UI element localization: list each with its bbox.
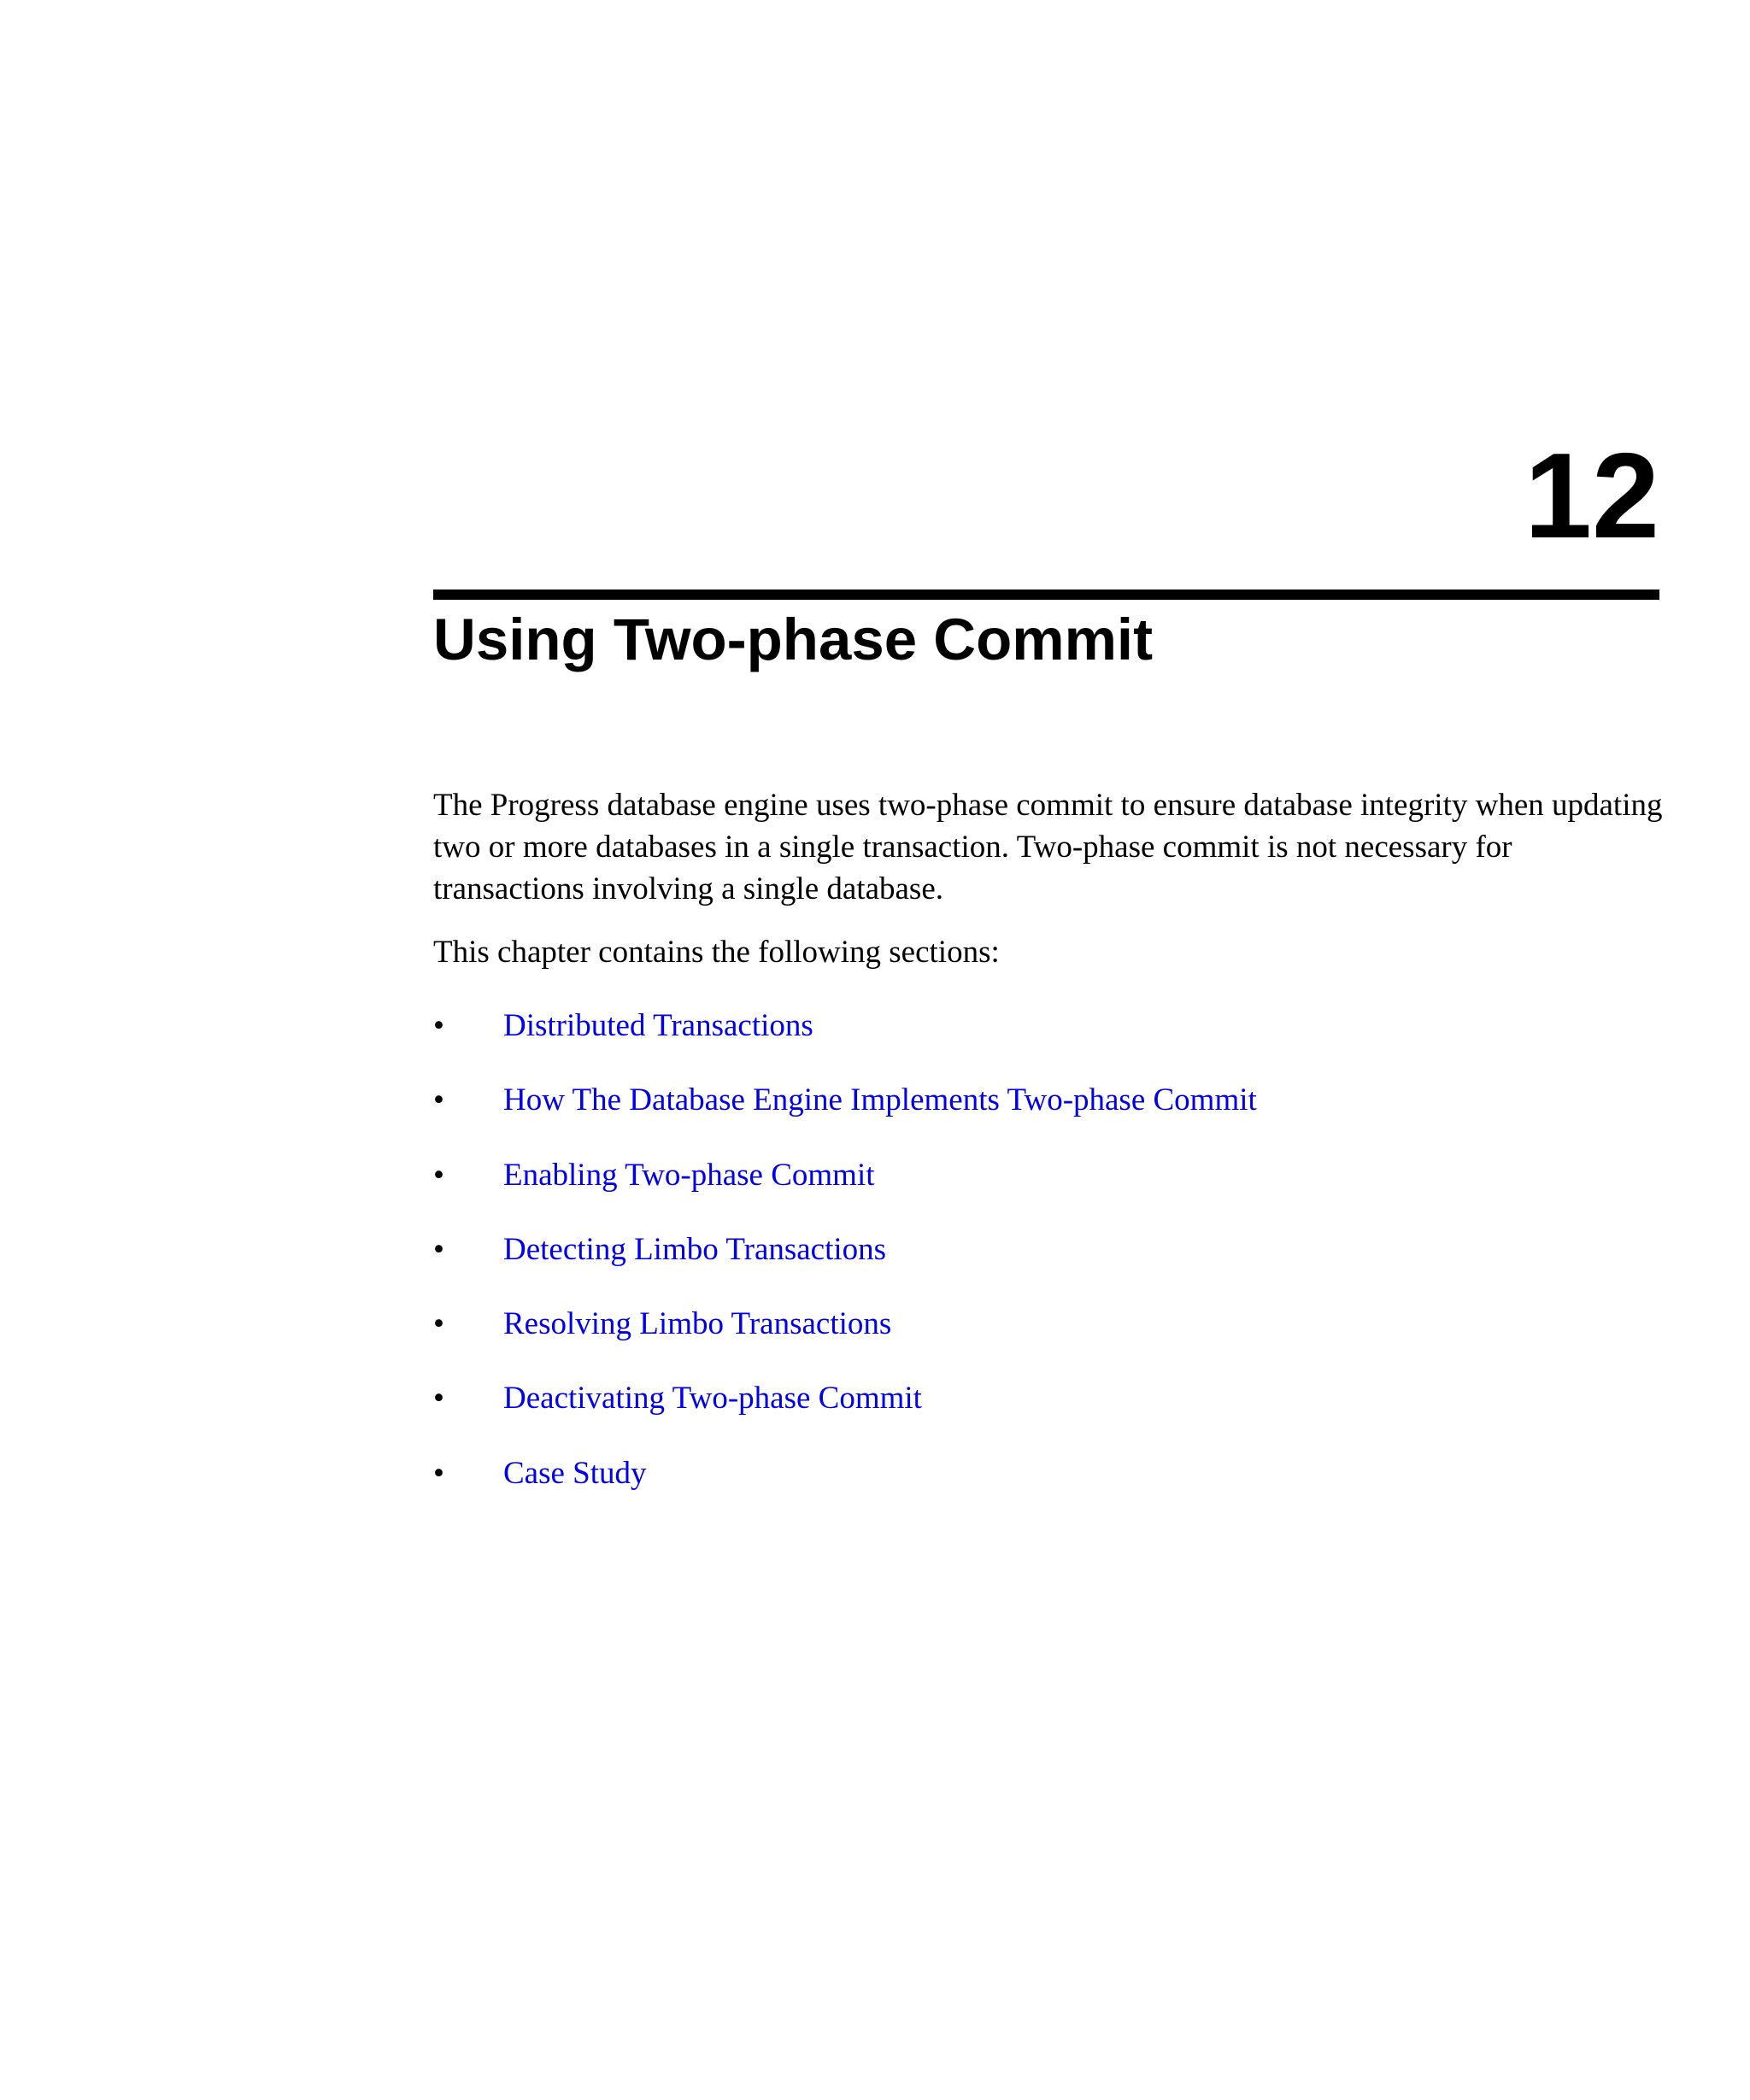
- bullet-icon: •: [433, 1231, 444, 1267]
- bullet-icon: •: [433, 1455, 444, 1491]
- chapter-rule: [433, 590, 1659, 600]
- list-item: [433, 1303, 1257, 1377]
- bullet-icon: •: [433, 1082, 444, 1118]
- bullet-icon: •: [433, 1157, 444, 1193]
- intro-paragraph: The Progress database engine uses two-phase commit to ensure database integrity when updating two or more databases in a single transaction. Two-phase commit is not necessary for transactions involving a single database.: [433, 788, 1663, 906]
- list-item: [433, 1229, 1257, 1303]
- chapter-number: 12: [1524, 428, 1659, 564]
- list-item: [433, 1005, 1257, 1079]
- list-item: [433, 1452, 1257, 1527]
- bullet-icon: •: [433, 1381, 444, 1417]
- list-item: [433, 1079, 1257, 1153]
- section-link-deactivating[interactable]: Deactivating Two-phase Commit: [503, 1381, 922, 1417]
- bullet-icon: •: [433, 1306, 444, 1342]
- section-link-case-study[interactable]: Case Study: [503, 1455, 647, 1491]
- chapter-title: Using Two-phase Commit: [433, 607, 1154, 672]
- section-link-implementation[interactable]: How The Database Engine Implements Two-phase Commit: [503, 1082, 1257, 1118]
- bullet-icon: •: [433, 1008, 444, 1043]
- section-list: [433, 1005, 1257, 1527]
- section-link-distributed-transactions[interactable]: Distributed Transactions: [503, 1008, 813, 1043]
- section-link-detecting-limbo[interactable]: Detecting Limbo Transactions: [503, 1231, 887, 1267]
- sections-intro: This chapter contains the following sections:: [433, 935, 1000, 970]
- list-item: [433, 1377, 1257, 1452]
- section-link-resolving-limbo[interactable]: Resolving Limbo Transactions: [503, 1306, 892, 1342]
- list-item: [433, 1154, 1257, 1229]
- section-link-enabling[interactable]: Enabling Two-phase Commit: [503, 1157, 875, 1193]
